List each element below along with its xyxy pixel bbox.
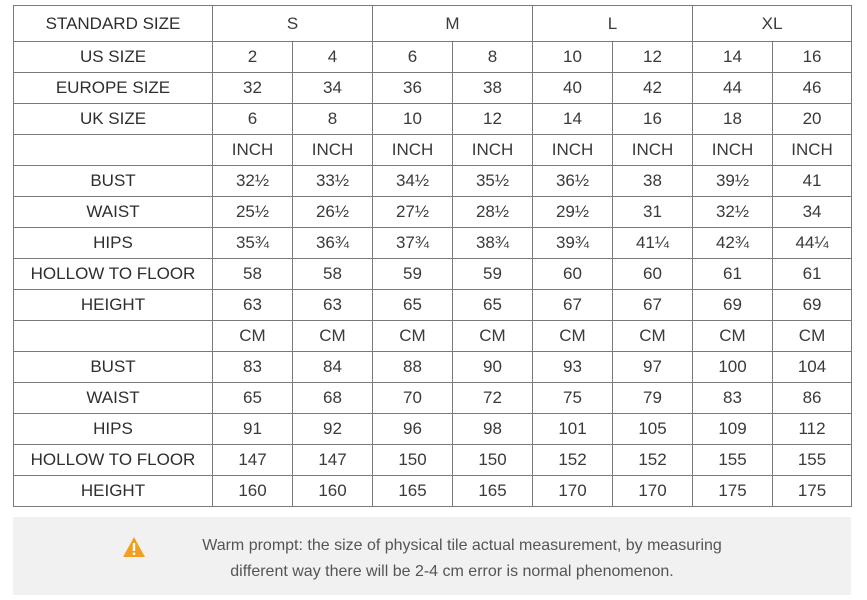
table-cell: 35½: [453, 166, 533, 197]
table-cell: 44¼: [773, 228, 852, 259]
table-cell: 86: [773, 383, 852, 414]
table-cell: 112: [773, 414, 852, 445]
table-cell: CM: [293, 321, 373, 352]
table-cell: 35¾: [213, 228, 293, 259]
table-row: [14, 166, 852, 197]
table-row: [14, 104, 852, 135]
table-cell: 59: [373, 259, 453, 290]
table-cell: 12: [613, 42, 693, 73]
table-cell: 160: [293, 476, 373, 507]
table-cell: INCH: [693, 135, 773, 166]
table-cell: CM: [373, 321, 453, 352]
table-cell: 175: [693, 476, 773, 507]
table-cell: INCH: [613, 135, 693, 166]
table-cell: INCH: [453, 135, 533, 166]
table-cell: CM: [213, 321, 293, 352]
table-cell: 152: [533, 445, 613, 476]
row-label: [14, 321, 213, 352]
table-cell: 69: [773, 290, 852, 321]
table-cell: 165: [453, 476, 533, 507]
table-row: [14, 228, 852, 259]
table-row: [14, 383, 852, 414]
row-label: BUST: [14, 166, 213, 197]
table-cell: 92: [293, 414, 373, 445]
table-header-row: [14, 6, 852, 42]
row-label: HOLLOW TO FLOOR: [14, 259, 213, 290]
table-cell: 160: [213, 476, 293, 507]
table-cell: INCH: [293, 135, 373, 166]
table-row: [14, 445, 852, 476]
table-cell: 65: [453, 290, 533, 321]
table-cell: 67: [533, 290, 613, 321]
table-cell: 34: [293, 73, 373, 104]
table-cell: 147: [293, 445, 373, 476]
table-cell: 98: [453, 414, 533, 445]
table-cell: 41: [773, 166, 852, 197]
table-cell: 150: [453, 445, 533, 476]
table-cell: 25½: [213, 197, 293, 228]
table-cell: INCH: [213, 135, 293, 166]
table-cell: 33½: [293, 166, 373, 197]
table-cell: 155: [693, 445, 773, 476]
table-cell: 8: [293, 104, 373, 135]
row-label: WAIST: [14, 197, 213, 228]
table-cell: 14: [693, 42, 773, 73]
table-cell: 63: [293, 290, 373, 321]
table-cell: 37¾: [373, 228, 453, 259]
table-cell: INCH: [533, 135, 613, 166]
row-label: BUST: [14, 352, 213, 383]
row-label: US SIZE: [14, 42, 213, 73]
table-cell: 26½: [293, 197, 373, 228]
table-cell: 8: [453, 42, 533, 73]
table-cell: 16: [773, 42, 852, 73]
table-cell: 63: [213, 290, 293, 321]
table-cell: 18: [693, 104, 773, 135]
size-chart-table: [13, 5, 852, 507]
table-cell: 155: [773, 445, 852, 476]
row-label: WAIST: [14, 383, 213, 414]
table-cell: 90: [453, 352, 533, 383]
header-label: STANDARD SIZE: [14, 6, 213, 42]
table-cell: 147: [213, 445, 293, 476]
table-cell: 34: [773, 197, 852, 228]
table-cell: 61: [693, 259, 773, 290]
row-label: HOLLOW TO FLOOR: [14, 445, 213, 476]
table-cell: 72: [453, 383, 533, 414]
table-cell: 93: [533, 352, 613, 383]
table-cell: 79: [613, 383, 693, 414]
table-cell: 10: [533, 42, 613, 73]
table-cell: CM: [693, 321, 773, 352]
table-row: [14, 321, 852, 352]
notice-line-1: Warm prompt: the size of physical tile actual measurement, by measuring: [202, 537, 722, 554]
table-cell: 88: [373, 352, 453, 383]
table-cell: 109: [693, 414, 773, 445]
row-label: [14, 135, 213, 166]
table-cell: 2: [213, 42, 293, 73]
table-cell: 42¾: [693, 228, 773, 259]
table-cell: 70: [373, 383, 453, 414]
table-cell: 60: [533, 259, 613, 290]
table-row: [14, 352, 852, 383]
table-cell: 83: [693, 383, 773, 414]
table-cell: 31: [613, 197, 693, 228]
table-cell: 10: [373, 104, 453, 135]
table-cell: 6: [373, 42, 453, 73]
table-cell: 104: [773, 352, 852, 383]
table-cell: 16: [613, 104, 693, 135]
table-cell: 59: [453, 259, 533, 290]
table-cell: CM: [453, 321, 533, 352]
table-cell: 175: [773, 476, 852, 507]
row-label: HIPS: [14, 228, 213, 259]
table-cell: 39½: [693, 166, 773, 197]
table-cell: 36¾: [293, 228, 373, 259]
table-cell: 4: [293, 42, 373, 73]
table-cell: 75: [533, 383, 613, 414]
table-cell: 20: [773, 104, 852, 135]
row-label: UK SIZE: [14, 104, 213, 135]
row-label: HIPS: [14, 414, 213, 445]
table-cell: 60: [613, 259, 693, 290]
row-label: EUROPE SIZE: [14, 73, 213, 104]
table-cell: 34½: [373, 166, 453, 197]
table-row: [14, 42, 852, 73]
table-cell: CM: [533, 321, 613, 352]
table-cell: 101: [533, 414, 613, 445]
table-cell: 32½: [213, 166, 293, 197]
table-row: [14, 290, 852, 321]
table-cell: 58: [213, 259, 293, 290]
table-cell: 36: [373, 73, 453, 104]
table-cell: 32: [213, 73, 293, 104]
table-cell: 67: [613, 290, 693, 321]
table-row: [14, 73, 852, 104]
table-cell: 39¾: [533, 228, 613, 259]
size-group-m: M: [373, 6, 533, 42]
table-cell: INCH: [373, 135, 453, 166]
table-cell: CM: [613, 321, 693, 352]
table-cell: 165: [373, 476, 453, 507]
table-cell: 91: [213, 414, 293, 445]
table-cell: 38: [453, 73, 533, 104]
warm-prompt-notice: [13, 517, 851, 595]
table-cell: 32½: [693, 197, 773, 228]
table-cell: 84: [293, 352, 373, 383]
table-cell: 97: [613, 352, 693, 383]
table-cell: 46: [773, 73, 852, 104]
table-cell: 96: [373, 414, 453, 445]
table-cell: 170: [533, 476, 613, 507]
size-group-s: S: [213, 6, 373, 42]
table-row: [14, 135, 852, 166]
table-row: [14, 197, 852, 228]
table-cell: 170: [613, 476, 693, 507]
table-cell: 61: [773, 259, 852, 290]
table-cell: 69: [693, 290, 773, 321]
table-cell: 28½: [453, 197, 533, 228]
table-cell: 58: [293, 259, 373, 290]
table-cell: 36½: [533, 166, 613, 197]
table-cell: 65: [213, 383, 293, 414]
table-cell: 38¾: [453, 228, 533, 259]
table-cell: 27½: [373, 197, 453, 228]
table-cell: 42: [613, 73, 693, 104]
table-row: [14, 476, 852, 507]
row-label: HEIGHT: [14, 476, 213, 507]
table-cell: 152: [613, 445, 693, 476]
table-cell: 12: [453, 104, 533, 135]
table-cell: 44: [693, 73, 773, 104]
row-label: HEIGHT: [14, 290, 213, 321]
table-cell: 14: [533, 104, 613, 135]
size-group-xl: XL: [693, 6, 852, 42]
table-row: [14, 414, 852, 445]
size-group-l: L: [533, 6, 693, 42]
notice-line-2: different way there will be 2-4 cm error is normal phenomenon.: [230, 563, 674, 580]
table-cell: 40: [533, 73, 613, 104]
table-cell: 38: [613, 166, 693, 197]
table-cell: 150: [373, 445, 453, 476]
table-cell: 6: [213, 104, 293, 135]
table-cell: 105: [613, 414, 693, 445]
table-cell: 29½: [533, 197, 613, 228]
table-cell: 68: [293, 383, 373, 414]
table-row: [14, 259, 852, 290]
table-cell: 100: [693, 352, 773, 383]
table-cell: INCH: [773, 135, 852, 166]
table-cell: 65: [373, 290, 453, 321]
table-cell: 41¼: [613, 228, 693, 259]
table-cell: 83: [213, 352, 293, 383]
table-cell: CM: [773, 321, 852, 352]
